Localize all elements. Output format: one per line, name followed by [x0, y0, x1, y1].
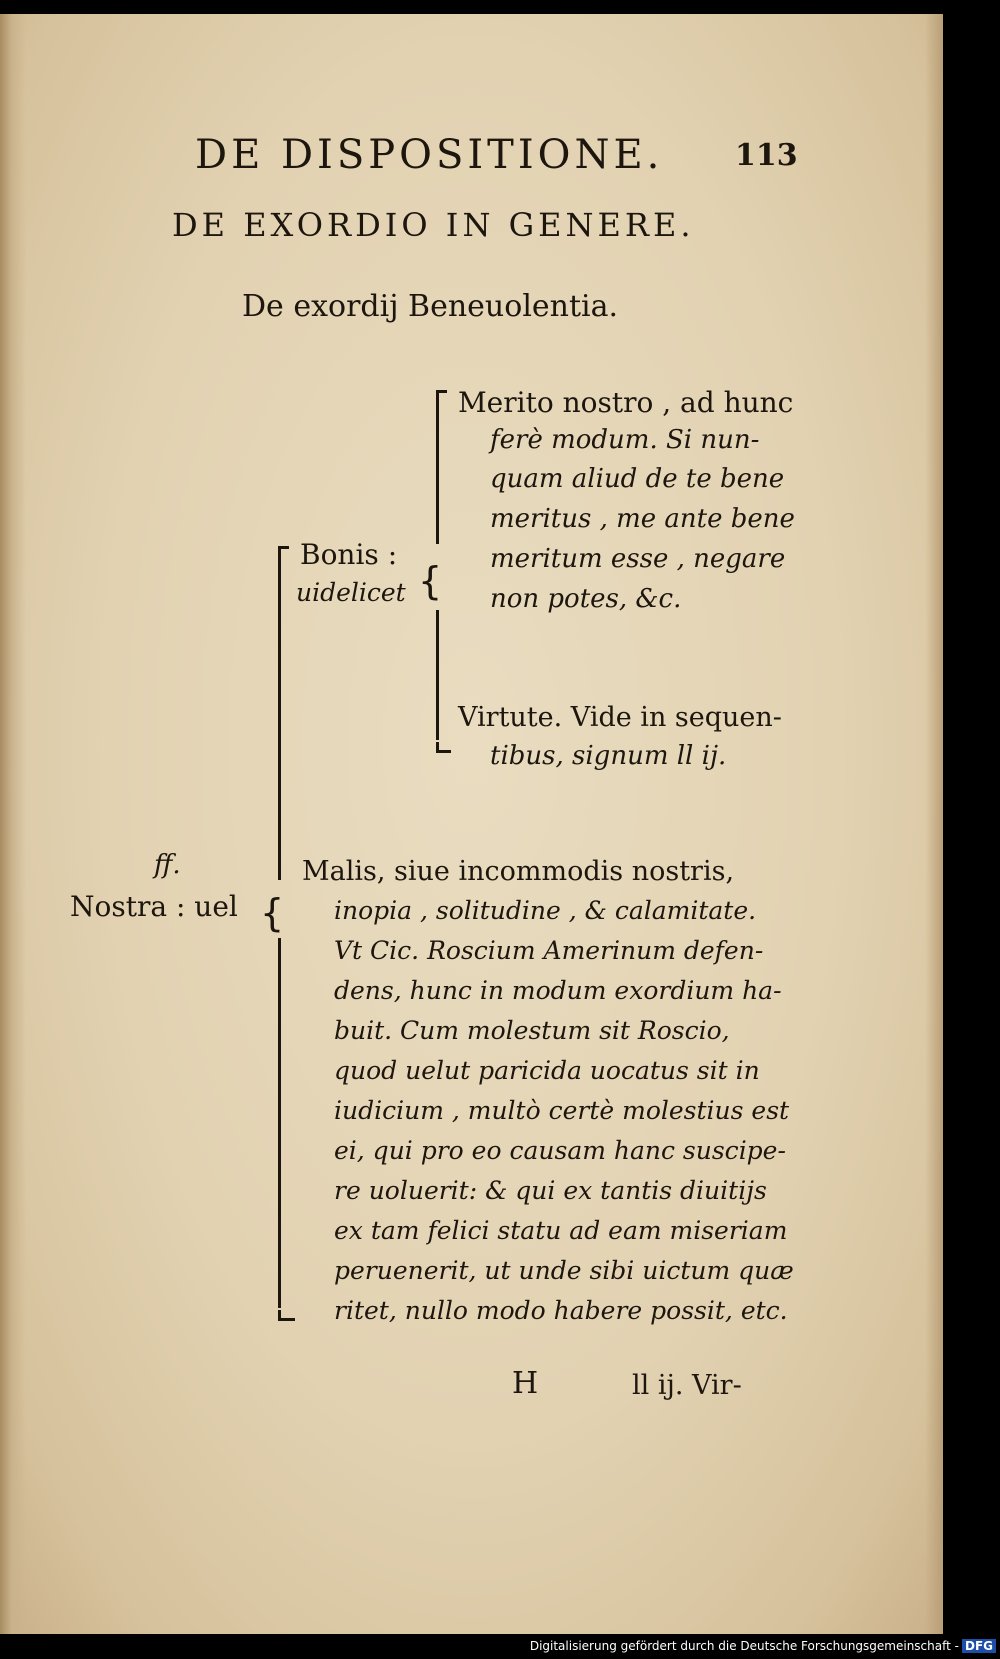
merito-line-2: ferè modum. Si nun-	[490, 425, 760, 455]
section-title: DE EXORDIO IN GENERE.	[172, 206, 695, 244]
malis-line-11: peruenerit, ut unde sibi uictum quæ	[334, 1256, 794, 1285]
bracket-merito-point: {	[418, 559, 443, 603]
bracket-merito-line	[436, 394, 439, 544]
malis-line-9: re uoluerit: & qui ex tantis diuitijs	[334, 1176, 767, 1205]
page-number: 113	[735, 138, 798, 173]
dfg-logo: DFG	[962, 1639, 996, 1653]
bracket-main-bottom	[278, 1310, 295, 1321]
bracket-main-point: {	[260, 891, 285, 935]
bracket-merito-line-lower	[436, 610, 439, 740]
merito-line-5: meritum esse , negare	[490, 544, 786, 574]
bonis-label: Bonis :	[300, 538, 398, 571]
malis-line-4: dens, hunc in modum exordium ha-	[334, 976, 782, 1005]
bracket-merito-bottom	[436, 742, 451, 753]
malis-line-8: ei, qui pro eo causam hanc suscipe-	[334, 1136, 786, 1165]
merito-line-4: meritus , me ante bene	[490, 504, 795, 534]
merito-line-3: quam aliud de te bene	[490, 464, 785, 494]
malis-line-1: Malis, siue incommodis nostris,	[302, 856, 735, 887]
malis-line-10: ex tam felici statu ad eam miseriam	[334, 1216, 788, 1245]
virtute-line-2: tibus, signum ll ij.	[490, 741, 727, 771]
virtute-line-1: Virtute. Vide in sequen-	[458, 702, 782, 733]
malis-line-2: inopia , solitudine , & calamitate.	[334, 896, 757, 925]
malis-line-7: iudicium , multò certè molestius est	[334, 1096, 790, 1125]
malis-line-6: quod uelut paricida uocatus sit in	[334, 1056, 760, 1085]
uidelicet-label: uidelicet	[296, 578, 406, 607]
merito-line-6: non potes, &c.	[490, 584, 682, 614]
digitization-credit	[530, 1639, 996, 1653]
malis-line-12: ritet, nullo modo habere possit, etc.	[334, 1296, 788, 1325]
subsection-title: De exordij Beneuolentia.	[242, 289, 619, 324]
merito-line-1: Merito nostro , ad hunc	[458, 386, 794, 419]
running-title: DE DISPOSITIONE.	[195, 132, 664, 178]
bracket-main-line-upper	[278, 550, 281, 880]
bracket-main-line-lower	[278, 938, 281, 1308]
marginal-mark: ff.	[154, 850, 181, 880]
catchword: ll ij. Vir-	[632, 1370, 742, 1401]
root-label: Nostra : uel	[70, 890, 238, 923]
credit-text: Digitalisierung gefördert durch die Deutsche Forschungsgemeinschaft -	[529, 1639, 959, 1653]
signature-mark: H	[512, 1366, 539, 1401]
book-page	[0, 14, 943, 1634]
malis-line-3: Vt Cic. Roscium Amerinum defen-	[334, 936, 764, 965]
malis-line-5: buit. Cum molestum sit Roscio,	[334, 1016, 730, 1045]
